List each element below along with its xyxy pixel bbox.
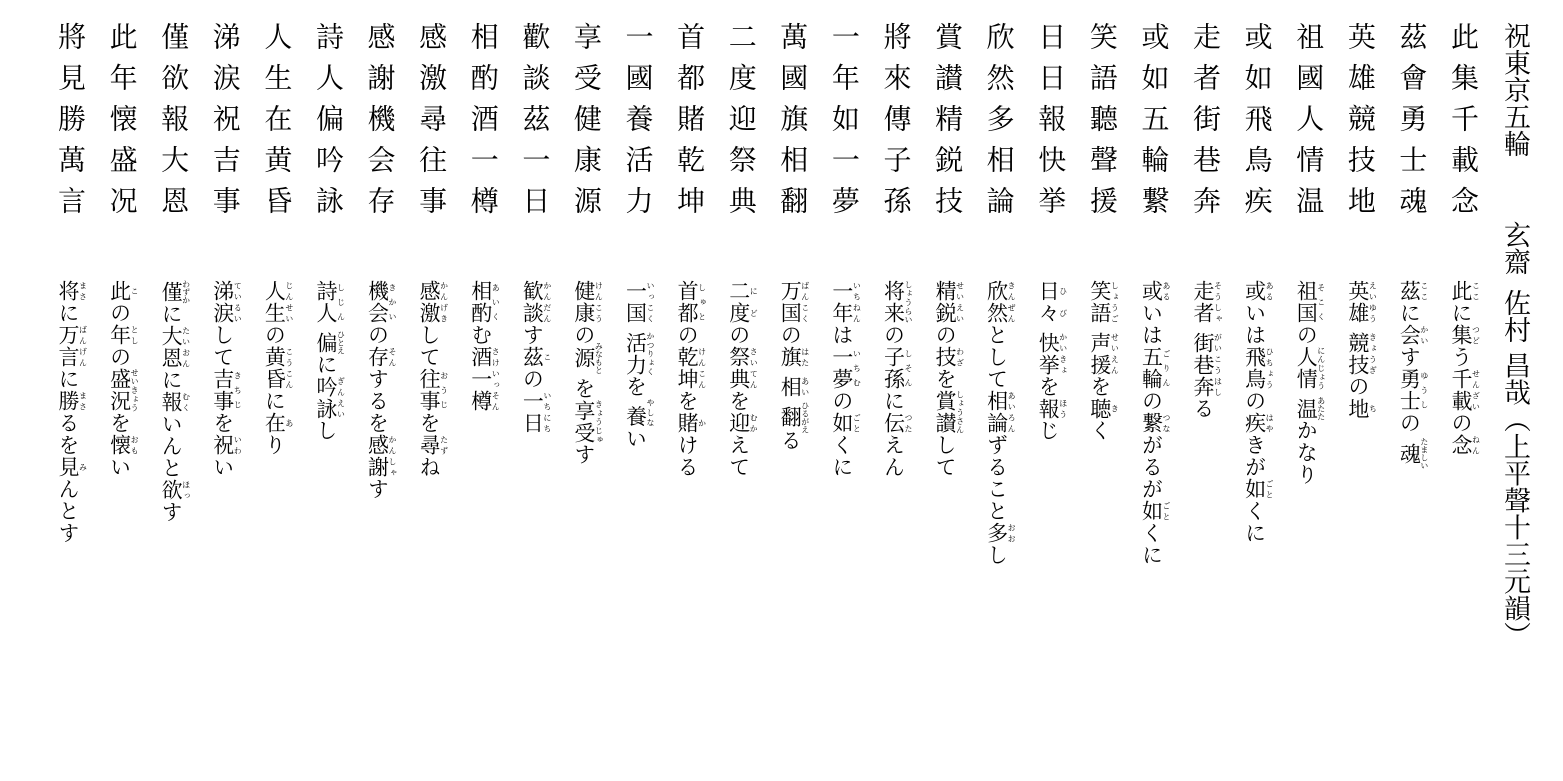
- kundoku-line: 将まさに万言ばんげんに勝まさるを見みんとす: [55, 280, 88, 544]
- kundoku-line: 此ここに集つどう千載せんざいの念ねん: [1449, 280, 1481, 456]
- kanbun-line: 歡談茲一日: [518, 22, 552, 227]
- kanbun-line: 感激尋往事: [415, 22, 449, 227]
- furigana-word: 子孫しそん: [881, 346, 913, 390]
- furigana-word: 涕涙ているい: [210, 280, 243, 324]
- furigana-word: 感謝かんしゃ: [365, 434, 398, 478]
- furigana-word: 機会きかい: [365, 280, 398, 324]
- kanbun-line: 此集千載念: [1447, 22, 1480, 227]
- poem-heading: 祝東京五輪: [1499, 22, 1530, 157]
- kundoku-line: 此この年としの盛況せいきょうを懐おもい: [107, 280, 140, 478]
- furigana-word: 二度にど: [726, 280, 759, 324]
- furigana-word: 一国いっこく: [623, 280, 655, 324]
- furigana-word: 乾坤けんこん: [675, 346, 707, 390]
- pen-name: 玄齋: [1499, 221, 1530, 275]
- furigana-word: 快挙かいきょ: [1036, 331, 1068, 376]
- rhyme-note: （上平聲十三元韻）: [1499, 405, 1530, 649]
- furigana-word: 此ここ: [1449, 280, 1481, 302]
- furigana-word: 歓談かんだん: [520, 280, 552, 324]
- furigana-word: 温あたた: [1294, 396, 1326, 421]
- kanbun-line: 欣然多相論: [982, 22, 1016, 227]
- furigana-word: 賞讃しょうさん: [933, 390, 965, 434]
- kanbun-line: 笑語聽聲援: [1085, 22, 1119, 227]
- furigana-word: 僅わずか: [159, 280, 191, 304]
- kanbun-line: 萬國旗相翻: [776, 22, 810, 227]
- author-name: 佐村 昌哉: [1499, 289, 1530, 406]
- furigana-word: 詩人しじん: [313, 280, 346, 324]
- furigana-word: 念ねん: [1449, 434, 1481, 456]
- furigana-word: 勝まさ: [55, 390, 88, 412]
- kanbun-line: 一年如一夢: [827, 22, 861, 227]
- kundoku-line: 欣然きんぜんとして相論あいろんずること多おおし: [984, 280, 1017, 566]
- furigana-word: 伝つた: [881, 412, 913, 434]
- kanbun-line: 英雄競技地: [1343, 22, 1377, 227]
- kundoku-line: 詩人しじん 偏ひとえに吟詠ぎんえいし: [313, 280, 346, 442]
- kanbun-line: 祖國人情温: [1292, 22, 1326, 227]
- kanbun-line: 將來傳子孫: [879, 22, 913, 227]
- furigana-word: 人生じんせい: [262, 280, 294, 324]
- kanbun-line: 享受健康源: [569, 22, 603, 227]
- furigana-word: 吟詠ぎんえい: [313, 375, 346, 420]
- furigana-word: 如ごと: [1242, 478, 1275, 500]
- kanbun-line: 賞讃精鋭技: [931, 22, 965, 227]
- furigana-word: 集つど: [1449, 324, 1481, 346]
- furigana-word: 一夢いちむ: [829, 346, 862, 390]
- title-column: [1494, 22, 1534, 762]
- furigana-word: 偏ひとえ: [313, 330, 346, 355]
- furigana-word: 或ある: [1242, 280, 1275, 302]
- kundoku-line: 歓談かんだんす茲この一日いちにち: [520, 280, 552, 434]
- furigana-word: 奔はし: [1191, 375, 1223, 398]
- furigana-word: 享受きょうじゅ: [571, 399, 604, 444]
- furigana-word: 健康けんこう: [571, 280, 604, 324]
- kundoku-line: 涕涙ているいして吉事きちじを祝いわい: [210, 280, 243, 478]
- kundoku-line: 万国ばんこくの旗はた 相あい 翻ひるがえる: [778, 280, 810, 452]
- kundoku-line: 笑語しょうご 声援せいえんを聴きく: [1087, 280, 1120, 442]
- furigana-word: 或ある: [1139, 280, 1171, 302]
- kundoku-line: 健康けんこうの源みなもと を享受きょうじゅす: [571, 280, 604, 466]
- furigana-word: 繋つな: [1139, 412, 1171, 434]
- furigana-word: 一日いちにち: [520, 390, 552, 434]
- kanbun-line: 僅欲報大恩: [157, 22, 191, 227]
- furigana-word: 飛鳥ひちょう: [1242, 346, 1275, 390]
- furigana-word: 英雄えいゆう: [1345, 280, 1378, 324]
- furigana-word: 翻ひるがえ: [778, 401, 810, 434]
- furigana-word: 相論あいろん: [984, 390, 1017, 434]
- furigana-word: 往事おうじ: [417, 368, 449, 412]
- furigana-word: 万言ばんげん: [55, 324, 88, 368]
- kundoku-reading: [20, 280, 1480, 760]
- furigana-word: 声援せいえん: [1087, 331, 1120, 376]
- furigana-word: 祖国そこく: [1294, 280, 1326, 324]
- furigana-word: 魂たましい: [1397, 437, 1429, 470]
- furigana-word: 感激かんげき: [417, 280, 449, 324]
- kundoku-line: 茲ここに会かいす勇士ゆうしの 魂たましい: [1397, 280, 1429, 470]
- furigana-word: 五輪ごりん: [1139, 346, 1171, 390]
- furigana-word: 競技きょうぎ: [1345, 331, 1378, 376]
- furigana-word: 養やしな: [623, 397, 655, 428]
- furigana-word: 存そん: [365, 346, 398, 368]
- furigana-word: 一年いちねん: [829, 280, 862, 324]
- kanbun-line: 詩人偏吟詠: [311, 22, 345, 227]
- furigana-word: 賭か: [675, 412, 707, 434]
- kundoku-line: 将来しょうらいの子孫しそんに伝つたえん: [881, 280, 913, 478]
- furigana-word: 迎むか: [726, 412, 759, 434]
- kundoku-line: 或あるいは五輪ごりんの繋つながるが如ごとくに: [1139, 280, 1171, 566]
- furigana-word: 首都しゅと: [675, 280, 707, 324]
- kundoku-line: 一年いちねんは一夢いちむの如ごとくに: [829, 280, 862, 478]
- kanbun-line: 相酌酒一樽: [466, 22, 500, 227]
- furigana-word: 技わざ: [933, 346, 965, 368]
- kanbun-line: 此年懐盛况: [105, 22, 139, 227]
- furigana-word: 千載せんざい: [1449, 368, 1481, 412]
- kundoku-line: 祖国そこくの人情にんじょう 温あたたかなり: [1294, 280, 1326, 486]
- kanbun-line: 走者街巷奔: [1189, 22, 1223, 227]
- kundoku-line: 二度にどの祭典さいてんを迎むかえて: [726, 280, 759, 478]
- furigana-word: 盛況せいきょう: [107, 368, 140, 412]
- furigana-word: 欲ほっ: [159, 479, 191, 501]
- furigana-word: 旗はた: [778, 346, 810, 368]
- furigana-word: 大恩たいおん: [159, 325, 191, 369]
- furigana-word: 如ごと: [1139, 500, 1171, 522]
- furigana-word: 報ほう: [1036, 397, 1068, 420]
- kundoku-line: 首都しゅとの乾坤けんこんを賭かける: [675, 280, 707, 478]
- furigana-word: 黄昏こうこん: [262, 346, 294, 390]
- furigana-word: 走者そうしゃ: [1191, 280, 1223, 324]
- kundoku-line: 英雄えいゆう 競技きょうぎの地ち: [1345, 280, 1378, 420]
- kundoku-line: 機会きかいの存そんするを感謝かんしゃす: [365, 280, 398, 500]
- kundoku-line: 僅わずかに大恩たいおんに報むくいんと欲ほっす: [159, 280, 191, 523]
- kanbun-line: 或如飛鳥疾: [1240, 22, 1274, 227]
- furigana-word: 此こ: [107, 280, 140, 302]
- kanbun-line: 將見勝萬言: [53, 22, 87, 227]
- kundoku-line: 走者そうしゃ 街巷がいこう奔はしる: [1191, 280, 1223, 420]
- kundoku-line: 一国いっこく 活力かつりょくを 養やしない: [623, 280, 655, 450]
- kanbun-line: 日日報快挙: [1034, 22, 1068, 227]
- furigana-word: 聴き: [1087, 397, 1120, 420]
- furigana-word: 日々ひび: [1036, 280, 1068, 324]
- furigana-word: 祭典さいてん: [726, 346, 759, 390]
- furigana-word: 活力かつりょく: [623, 331, 655, 376]
- furigana-word: 欣然きんぜん: [984, 280, 1017, 324]
- furigana-word: 笑語しょうご: [1087, 280, 1120, 324]
- kundoku-line: 人生じんせいの黄昏こうこんに在あり: [262, 280, 294, 456]
- furigana-word: 如ごと: [829, 412, 862, 434]
- furigana-word: 将来しょうらい: [881, 280, 913, 324]
- kanbun-line: 茲會勇士魂: [1395, 22, 1429, 227]
- furigana-word: 酒一樽さけいっそん: [468, 346, 501, 412]
- furigana-word: 在あ: [262, 412, 294, 434]
- furigana-word: 多おお: [984, 522, 1017, 544]
- furigana-word: 祝いわ: [210, 434, 243, 456]
- kanbun-line: 一國養活力: [621, 22, 655, 227]
- furigana-word: 相酌あいく: [468, 280, 501, 324]
- furigana-word: 会かい: [1397, 324, 1429, 346]
- furigana-word: 懐おも: [107, 434, 140, 456]
- kundoku-line: 精鋭せいえいの技わざを賞讃しょうさんして: [933, 280, 965, 478]
- furigana-word: 尋たず: [417, 434, 449, 456]
- kanbun-line: 或如五輪繋: [1137, 22, 1171, 227]
- furigana-word: 将まさ: [55, 280, 88, 302]
- furigana-word: 勇士ゆうし: [1397, 368, 1429, 412]
- kundoku-line: 相酌あいくむ酒一樽さけいっそん: [468, 280, 501, 412]
- furigana-word: 地ち: [1345, 397, 1378, 420]
- kanbun-line: 二度迎祭典: [724, 22, 758, 227]
- furigana-word: 見み: [55, 456, 88, 478]
- kundoku-line: 或あるいは飛鳥ひちょうの疾はやきが如ごとくに: [1242, 280, 1275, 544]
- furigana-word: 年とし: [107, 324, 140, 346]
- furigana-word: 茲ここ: [1397, 280, 1429, 302]
- furigana-word: 報むく: [159, 391, 191, 413]
- furigana-word: 街巷がいこう: [1191, 331, 1223, 376]
- kundoku-line: 日々ひび 快挙かいきょを報ほうじ: [1036, 280, 1068, 442]
- furigana-word: 精鋭せいえい: [933, 280, 965, 324]
- kanbun-poem: [20, 22, 1480, 237]
- furigana-word: 吉事きちじ: [210, 368, 243, 412]
- furigana-word: 疾はや: [1242, 412, 1275, 434]
- kanbun-line: 人生在黄昏: [260, 22, 294, 227]
- furigana-word: 源みなもと: [571, 342, 604, 374]
- furigana-word: 茲こ: [520, 346, 552, 368]
- kanbun-line: 涕涙祝吉事: [208, 22, 242, 227]
- furigana-word: 相あい: [778, 375, 810, 398]
- kanbun-line: 首都賭乾坤: [673, 22, 707, 227]
- furigana-word: 万国ばんこく: [778, 280, 810, 324]
- kanbun-line: 感謝機会存: [363, 22, 397, 227]
- furigana-word: 人情にんじょう: [1294, 346, 1326, 390]
- kundoku-line: 感激かんげきして往事おうじを尋たずね: [417, 280, 449, 478]
